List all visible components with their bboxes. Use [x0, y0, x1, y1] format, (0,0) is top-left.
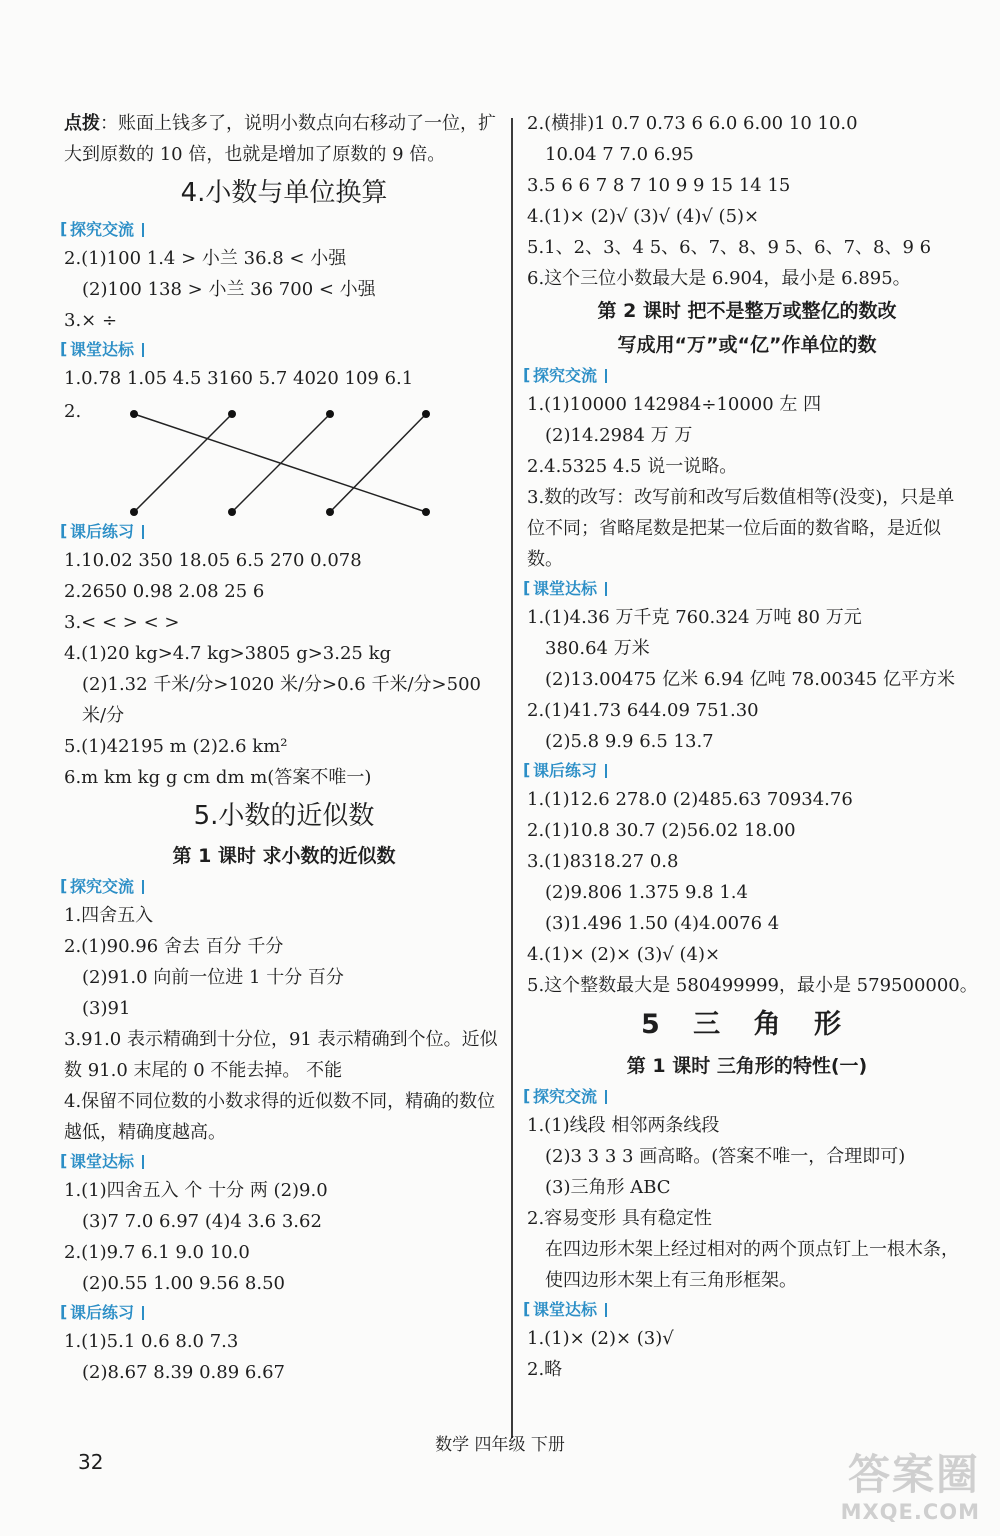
unit-title: 5 三 角 形	[641, 1009, 853, 1040]
answer-line: 2.略	[527, 1359, 563, 1380]
section-title-5: 5.小数的近似数	[193, 801, 375, 831]
answer-line: 3.91.0 表示精确到十分位，91 表示精确到个位。近似数 91.0 末尾的 0 不能去掉。 不能	[64, 1029, 498, 1081]
answer-line: 2.(1)100 1.4 > 小兰 36.8 < 小强	[64, 248, 347, 269]
tag-explore: [ 探究交流	[523, 365, 603, 387]
answer-line: 2.(1)90.96 舍去 百分 千分	[64, 936, 284, 957]
match-line	[330, 414, 426, 512]
tag-homework: [ 课后练习	[523, 760, 603, 782]
answer-line: 1.(1)四舍五入 个 十分 两 (2)9.0	[64, 1180, 328, 1201]
left-column	[64, 108, 504, 1388]
watermark-domain: MXQE.COM	[840, 1500, 980, 1524]
answer-line: 1.四舍五入	[64, 905, 154, 926]
tag-explore: [ 探究交流	[60, 876, 140, 898]
answer-line: (2)9.806 1.375 9.8 1.4	[545, 882, 748, 903]
answer-line: (2)1.32 千米/分>1020 米/分>0.6 千米/分>500 米/分	[82, 674, 481, 726]
dot	[130, 410, 138, 418]
tag-classwork: [ 课堂达标	[60, 339, 140, 361]
tag-explore: [ 探究交流	[60, 219, 140, 241]
section-title-4: 4.小数与单位换算	[180, 178, 388, 208]
dot	[228, 410, 236, 418]
answer-line: 1.0.78 1.05 4.5 3160 5.7 4020 109 6.1	[64, 368, 414, 389]
tag-explore: [ 探究交流	[523, 1086, 603, 1108]
answer-line: 2.(横排)1 0.7 0.73 6 6.0 6.00 10 10.0	[527, 113, 858, 134]
lesson-title-line2: 写成用“万”或“亿”作单位的数	[617, 334, 877, 356]
answer-line: 5.(1)42195 m (2)2.6 km²	[64, 736, 288, 757]
answer-line: 380.64 万米	[545, 638, 650, 659]
answer-line: (2)0.55 1.00 9.56 8.50	[82, 1273, 285, 1294]
hint-text: ：账面上钱多了，说明小数点向右移动了一位，扩大到原数的 10 倍，也就是增加了原数的 9 倍。	[64, 113, 496, 165]
answer-line: 1.(1)4.36 万千克 760.324 万吨 80 万元	[527, 607, 862, 628]
answer-line: (3)1.496 1.50 (4)4.0076 4	[545, 913, 780, 934]
answer-line: 3.× ÷	[64, 310, 118, 331]
tag-classwork: [ 课堂达标	[523, 1299, 603, 1321]
answer-line: 1.(1)10000 142984÷10000 左 四	[527, 394, 822, 415]
watermark-logo	[832, 1442, 980, 1524]
column-divider	[511, 118, 513, 1438]
footer-subject: 数学 四年级 下册	[435, 1435, 565, 1455]
tag-classwork: [ 课堂达标	[523, 578, 603, 600]
right-column	[527, 108, 978, 1385]
tag-classwork: [ 课堂达标	[60, 1151, 140, 1173]
answer-line: 1.(1)5.1 0.6 8.0 7.3	[64, 1331, 239, 1352]
lesson-title-line1: 第 2 课时 把不是整万或整亿的数改	[597, 300, 897, 322]
watermark-text: 答案圈	[847, 1450, 980, 1499]
dot	[326, 410, 334, 418]
answer-line: (2)91.0 向前一位进 1 十分 百分	[82, 967, 344, 988]
answer-line: (2)3 3 3 3 画高略。(答案不唯一，合理即可)	[545, 1146, 906, 1167]
hint-label: 点拨	[64, 113, 100, 134]
match-line	[134, 414, 232, 512]
answer-line: 2.(1)10.8 30.7 (2)56.02 18.00	[527, 820, 796, 841]
answer-line: 4.(1)× (2)× (3)√ (4)×	[527, 944, 721, 965]
answer-line: 5.这个整数最大是 580499999，最小是 579500000。	[527, 975, 978, 996]
dot	[130, 508, 138, 516]
answer-line: 5.1、2、3、4 5、6、7、8、9 5、6、7、8、9 6	[527, 237, 932, 258]
answer-line: 4.(1)× (2)√ (3)√ (4)√ (5)×	[527, 206, 760, 227]
page-number: 32	[78, 1450, 104, 1474]
answer-line: (2)14.2984 万 万	[545, 425, 693, 446]
answer-line: 1.(1)12.6 278.0 (2)485.63 70934.76	[527, 789, 853, 810]
lesson-title: 第 1 课时 求小数的近似数	[172, 845, 396, 867]
dot	[422, 410, 430, 418]
answer-line: 2.2650 0.98 2.08 25 6	[64, 581, 265, 602]
answer-line: 2.4.5325 4.5 说一说略。	[527, 456, 738, 477]
lesson-title: 第 1 课时 三角形的特性(一)	[626, 1055, 868, 1077]
match-line	[232, 414, 330, 512]
answer-line: 3.< < > < >	[64, 612, 180, 633]
tag-homework: [ 课后练习	[60, 1302, 140, 1324]
answer-line: (2)100 138 > 小兰 36 700 < 小强	[82, 279, 376, 300]
answer-line: 2.(1)41.73 644.09 751.30	[527, 700, 759, 721]
dot	[228, 508, 236, 516]
answer-line: 3.5 6 6 7 8 7 10 9 9 15 14 15	[527, 175, 791, 196]
answer-line: 在四边形木架上经过相对的两个顶点钉上一根木条，使四边形木架上有三角形框架。	[545, 1239, 959, 1291]
answer-line: 4.保留不同位数的小数求得的近似数不同，精确的数位越低，精确度越高。	[64, 1091, 496, 1143]
tag-homework: [ 课后练习	[60, 521, 140, 543]
answer-line: (3)91	[82, 998, 131, 1019]
dot	[326, 508, 334, 516]
answer-line: 2.(1)9.7 6.1 9.0 10.0	[64, 1242, 250, 1263]
answer-line: 2.容易变形 具有稳定性	[527, 1208, 712, 1229]
answer-line: (2)8.67 8.39 0.89 6.67	[82, 1362, 285, 1383]
answer-line: 1.10.02 350 18.05 6.5 270 0.078	[64, 550, 362, 571]
answer-line: (3)7 7.0 6.97 (4)4 3.6 3.62	[82, 1211, 322, 1232]
answer-line: (3)三角形 ABC	[545, 1177, 671, 1198]
answer-line: 1.(1)线段 相邻两条线段	[527, 1115, 720, 1136]
answer-line: 1.(1)× (2)× (3)√	[527, 1328, 674, 1349]
answer-line: 6.这个三位小数最大是 6.904，最小是 6.895。	[527, 268, 911, 289]
answer-line: 4.(1)20 kg>4.7 kg>3805 g>3.25 kg	[64, 643, 392, 664]
dot	[422, 508, 430, 516]
answer-line: (2)5.8 9.9 6.5 13.7	[545, 731, 714, 752]
matching-lines-svg	[64, 396, 504, 518]
answer-line: 6.m km kg g cm dm m(答案不唯一)	[64, 767, 372, 788]
answer-line: 3.(1)8318.27 0.8	[527, 851, 679, 872]
answer-line: (2)13.00475 亿米 6.94 亿吨 78.00345 亿平方米	[545, 669, 955, 690]
hint-paragraph	[64, 108, 504, 170]
answer-line: 10.04 7 7.0 6.95	[545, 144, 694, 165]
answer-line: 3.数的改写：改写前和改写后数值相等(没变)，只是单位不同；省略尾数是把某一位后面的数省略，是近似数。	[527, 487, 955, 570]
diagram-label: 2.	[64, 401, 82, 422]
matching-diagram	[64, 396, 504, 518]
